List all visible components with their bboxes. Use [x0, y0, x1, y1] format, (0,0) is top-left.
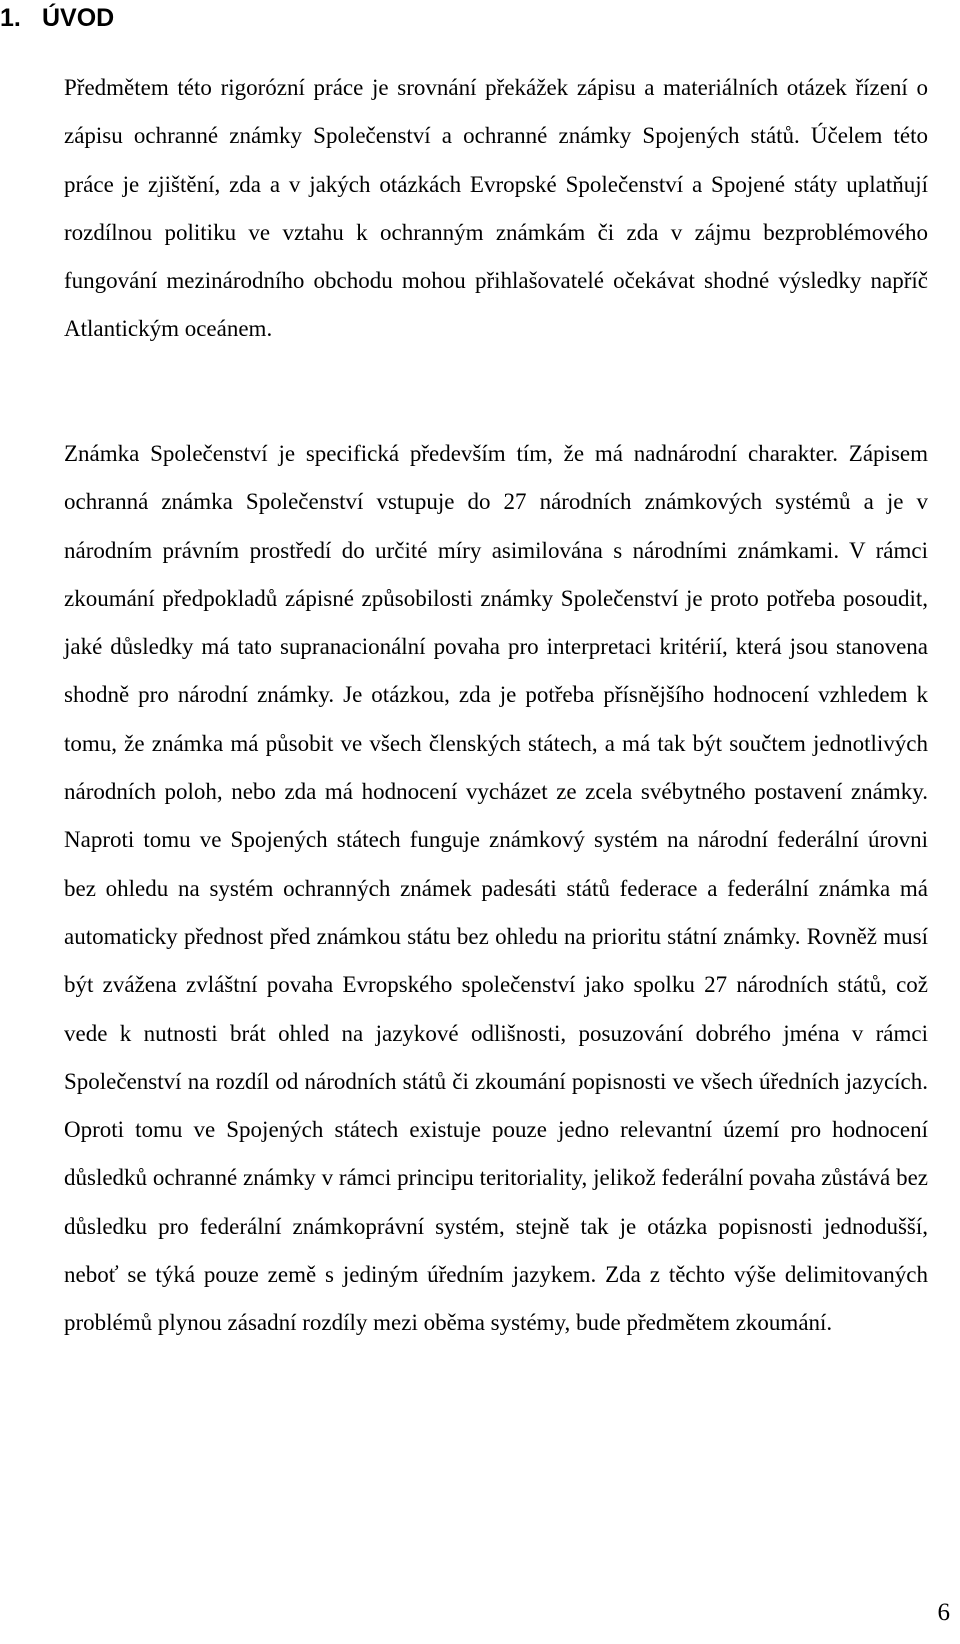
paragraph-2: Známka Společenství je specifická především tím, že má nadnárodní charakter. Zápisem ochranná známka Společenství vstupuje do 27 národních známkových systémů a je v národním právním prostředí do určité míry asimilována s národními známkami. V rámci zkoumání předpokladů zápisné způsobilosti známky Společenství je proto potřeba posoudit, jaké důsledky má tato supranacionální povaha pro interpretaci kritérií, která jsou stanovena shodně pro národní známky. Je otázkou, zda je potřeba přísnějšího hodnocení vzhledem k tomu, že známka má působit ve všech členských státech, a má tak být součtem jednotlivých národních poloh, nebo zda má hodnocení vycházet ze zcela svébytného postavení známky. Naproti tomu ve Spojených státech funguje známkový systém na národní federální úrovni bez ohledu na systém ochranných známek padesáti států federace a federální známka má automaticky přednost před známkou státu bez ohledu na prioritu státní známky. Rovněž musí být zvážena zvláštní povaha Evropského společenství jako spolku 27 národních států, což vede k nutnosti brát ohled na jazykové odlišnosti, posuzování dobrého jména v rámci Společenství na rozdíl od národních států či zkoumání popisnosti ve všech úředních jazycích. Oproti tomu ve Spojených státech existuje pouze jedno relevantní území pro hodnocení důsledků ochranné známky v rámci principu teritoriality, jelikož federální povaha zůstává bez důsledku pro federální známkoprávní systém, stejně tak je otázka popisnosti jednodušší, neboť se týká pouze země s jediným úředním jazykem. Zda z těchto výše delimitovaných problémů plynou zásadní rozdíly mezi oběma systémy, bude předmětem zkoumání. — [64, 441, 928, 1336]
chapter-heading — [0, 2, 114, 34]
page-number: 6 — [937, 1599, 950, 1626]
paragraph-1: Předmětem této rigorózní práce je srovnání překážek zápisu a materiálních otázek řízení o zápisu ochranné známky Společenství a ochranné známky Spojených států. Účelem této práce je zjištění, zda a v jakých otázkách Evropské Společenství a Spojené státy uplatňují rozdílnou politiku ve vztahu k ochranným známkám či zda v zájmu bezproblémového fungování mezinárodního obchodu mohou přihlašovatelé očekávat shodné výsledky napříč Atlantickým oceánem. — [64, 75, 928, 342]
chapter-title: ÚVOD — [42, 4, 115, 32]
chapter-number: 1. — [0, 4, 21, 32]
